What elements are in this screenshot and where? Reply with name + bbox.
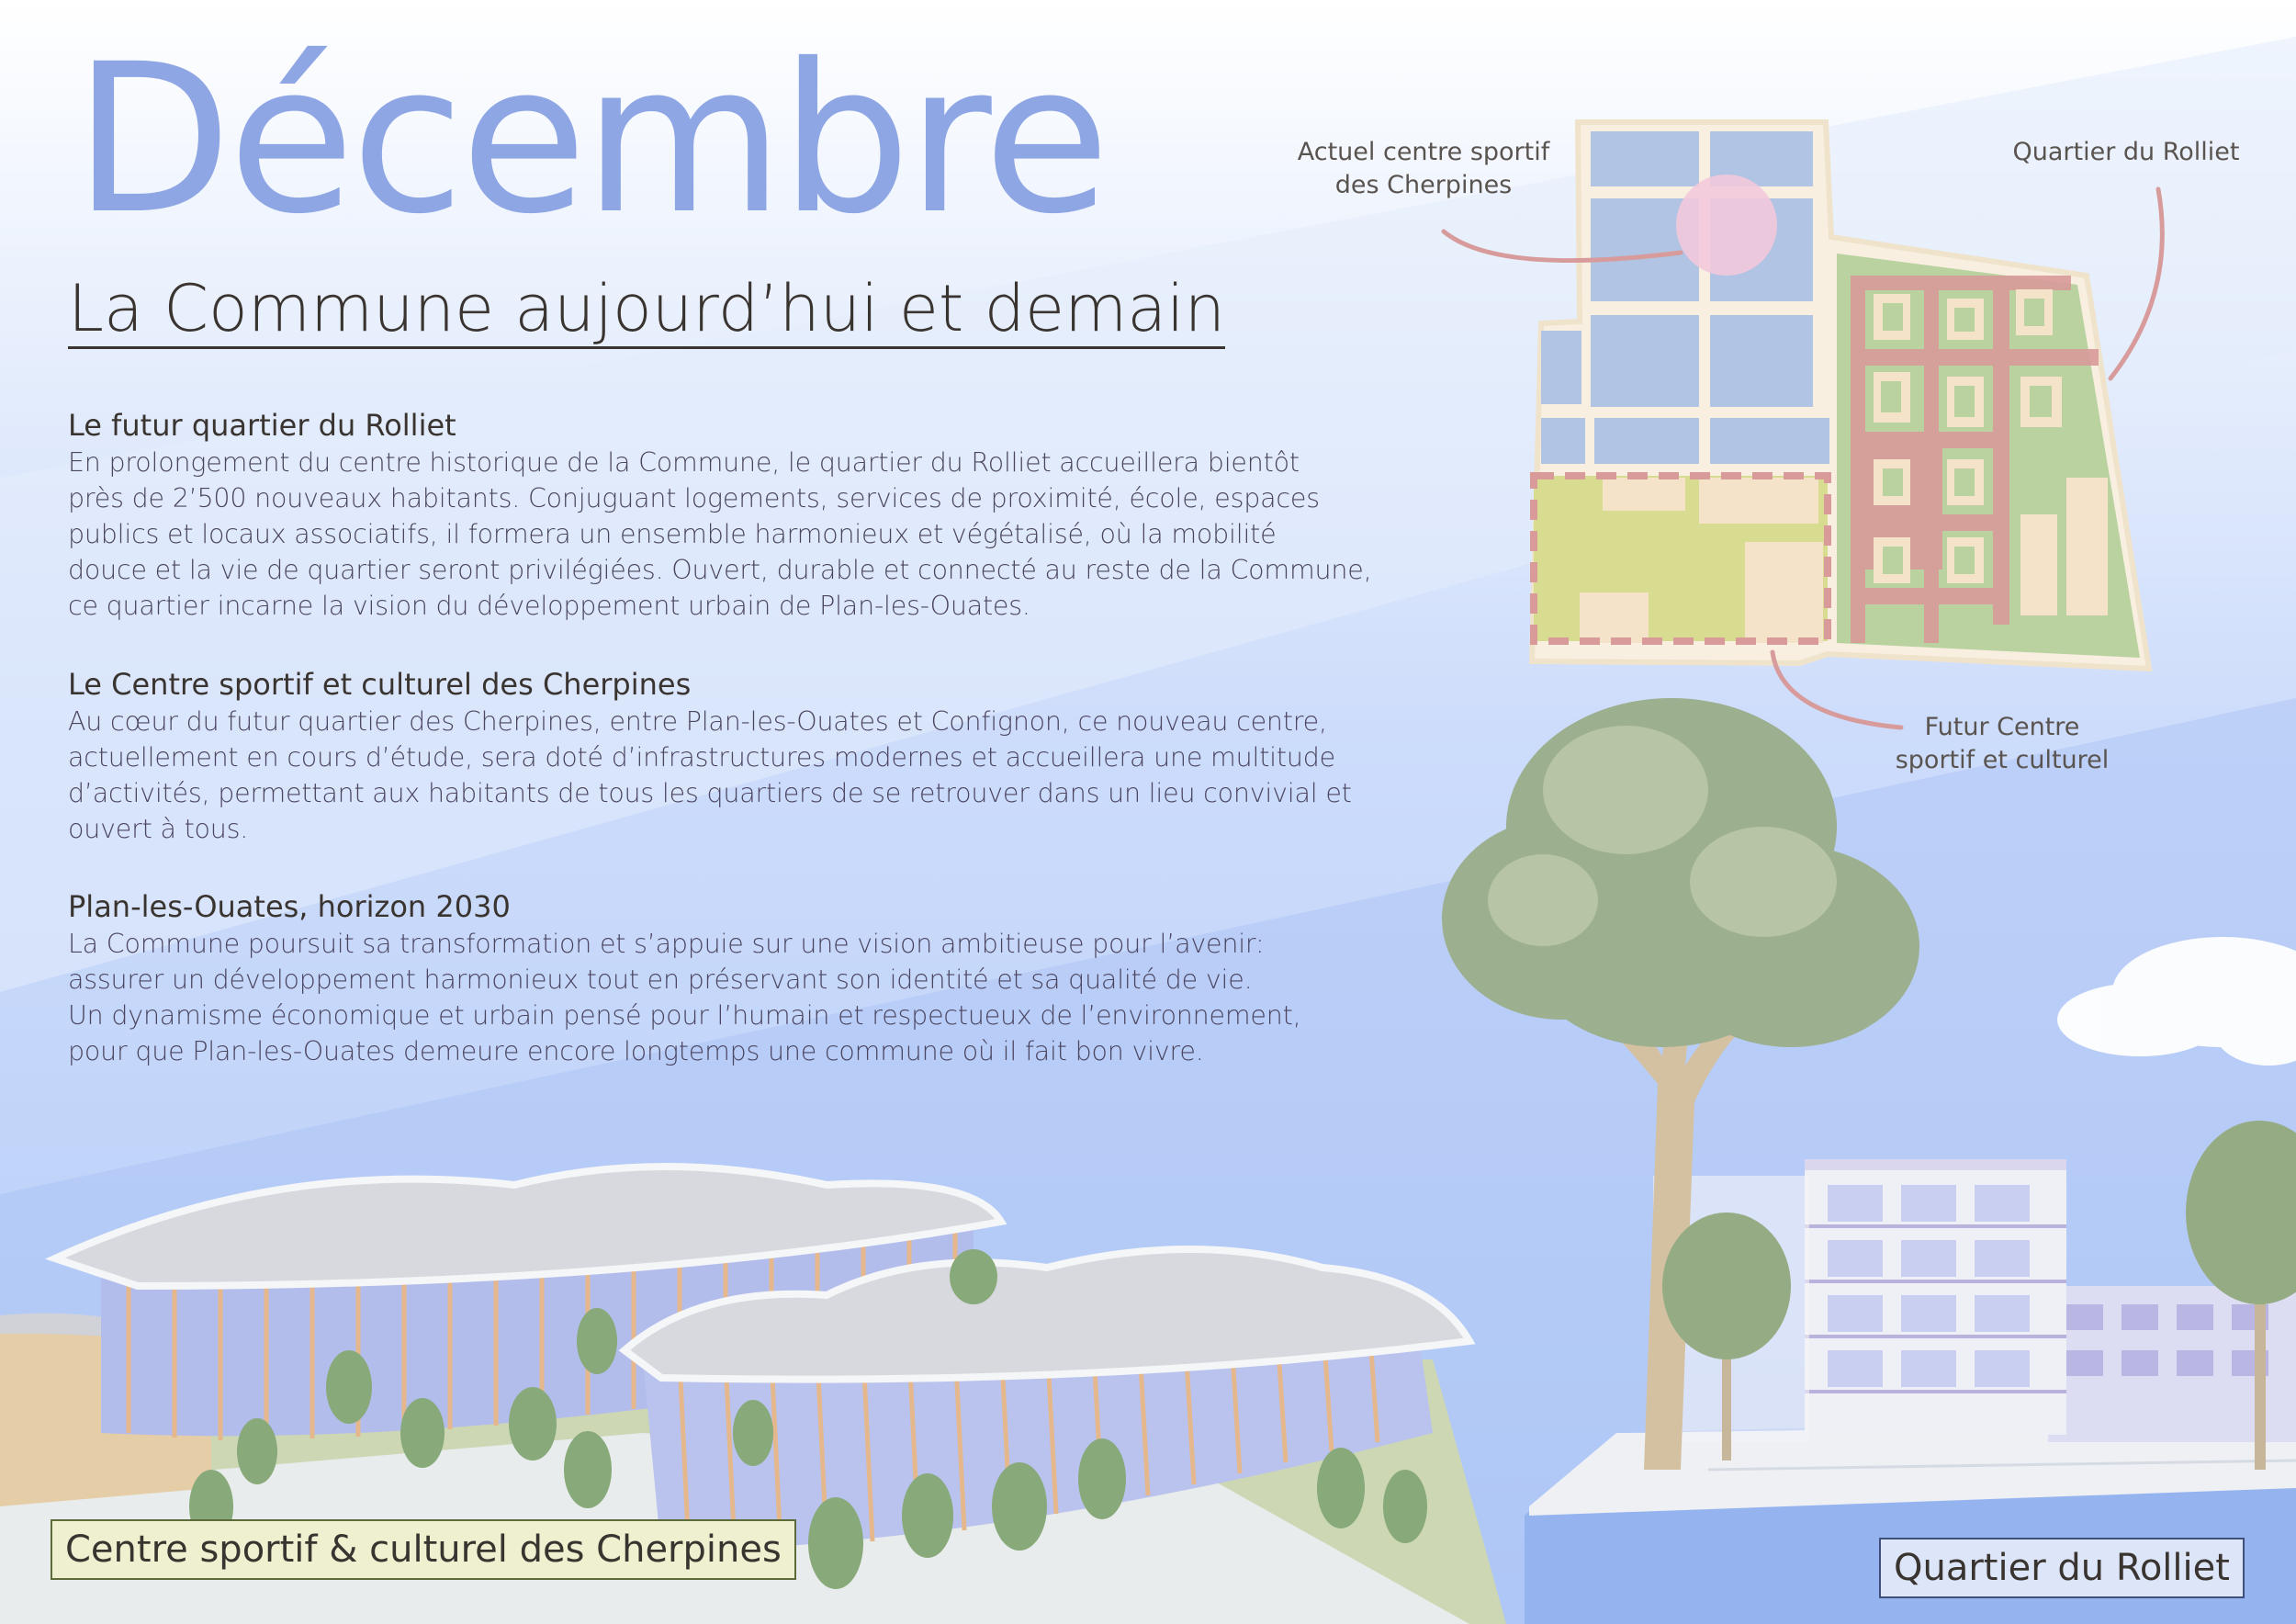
callout-rolliet: [1975, 136, 2278, 169]
callout-line: sportif et culturel: [1895, 746, 2110, 774]
section-line: d’activités, permettant aux habitants de tous les quartiers de se retrouver dans un lieu convivial et: [68, 778, 1352, 808]
section-title: Le futur quartier du Rolliet: [68, 408, 456, 443]
section-cherpines: [68, 667, 1427, 847]
section-line: ce quartier incarne la vision du développement urbain de Plan-les-Ouates.: [68, 591, 1030, 621]
section-title: Plan-les-Ouates, horizon 2030: [68, 889, 511, 924]
section-line: La Commune poursuit sa transformation et s’appuie sur une vision ambitieuse pour l’avenir:: [68, 929, 1265, 959]
callout-current-center: [1295, 136, 1552, 202]
section-line: ouvert à tous.: [68, 814, 249, 844]
callout-line: Futur Centre: [1924, 713, 2080, 741]
section-line: actuellement en cours d’étude, sera doté d’infrastructures modernes et accueillera une multitude: [68, 742, 1335, 773]
section-line: Au cœur du futur quartier des Cherpines, entre Plan-les-Ouates et Confignon, ce nouveau centre,: [68, 706, 1327, 737]
section-line: publics et locaux associatifs, il formera un ensemble harmonieux et végétalisé, où la mobilité: [68, 519, 1277, 549]
callout-future-center: [1874, 711, 2131, 777]
section-title: Le Centre sportif et culturel des Cherpines: [68, 667, 692, 702]
section-line: douce et la vie de quartier seront privilégiées. Ouvert, durable et connecté au reste de la Commune,: [68, 555, 1372, 585]
section-line: En prolongement du centre historique de la Commune, le quartier du Rolliet accueillera bientôt: [68, 447, 1300, 478]
section-horizon-2030: [68, 889, 1427, 1069]
callout-line: Quartier du Rolliet: [2012, 138, 2240, 166]
section-line: près de 2’500 nouveaux habitants. Conjuguant logements, services de proximité, école, espaces: [68, 483, 1320, 513]
callout-line: Actuel centre sportif: [1297, 138, 1550, 166]
page-subtitle: La Commune aujourd’hui et demain: [68, 274, 1225, 349]
month-title: Décembre: [73, 19, 1107, 259]
section-rolliet: [68, 408, 1427, 624]
caption-rolliet: Quartier du Rolliet: [1879, 1538, 2245, 1598]
section-line: Un dynamisme économique et urbain pensé pour l’humain et respectueux de l’environnement,: [68, 1000, 1301, 1031]
caption-cherpines: Centre sportif & culturel des Cherpines: [51, 1519, 796, 1580]
callout-line: des Cherpines: [1334, 171, 1513, 199]
section-line: pour que Plan-les-Ouates demeure encore longtemps une commune où il fait bon vivre.: [68, 1036, 1204, 1066]
section-line: assurer un développement harmonieux tout en préservant son identité et sa qualité de vie.: [68, 964, 1253, 995]
